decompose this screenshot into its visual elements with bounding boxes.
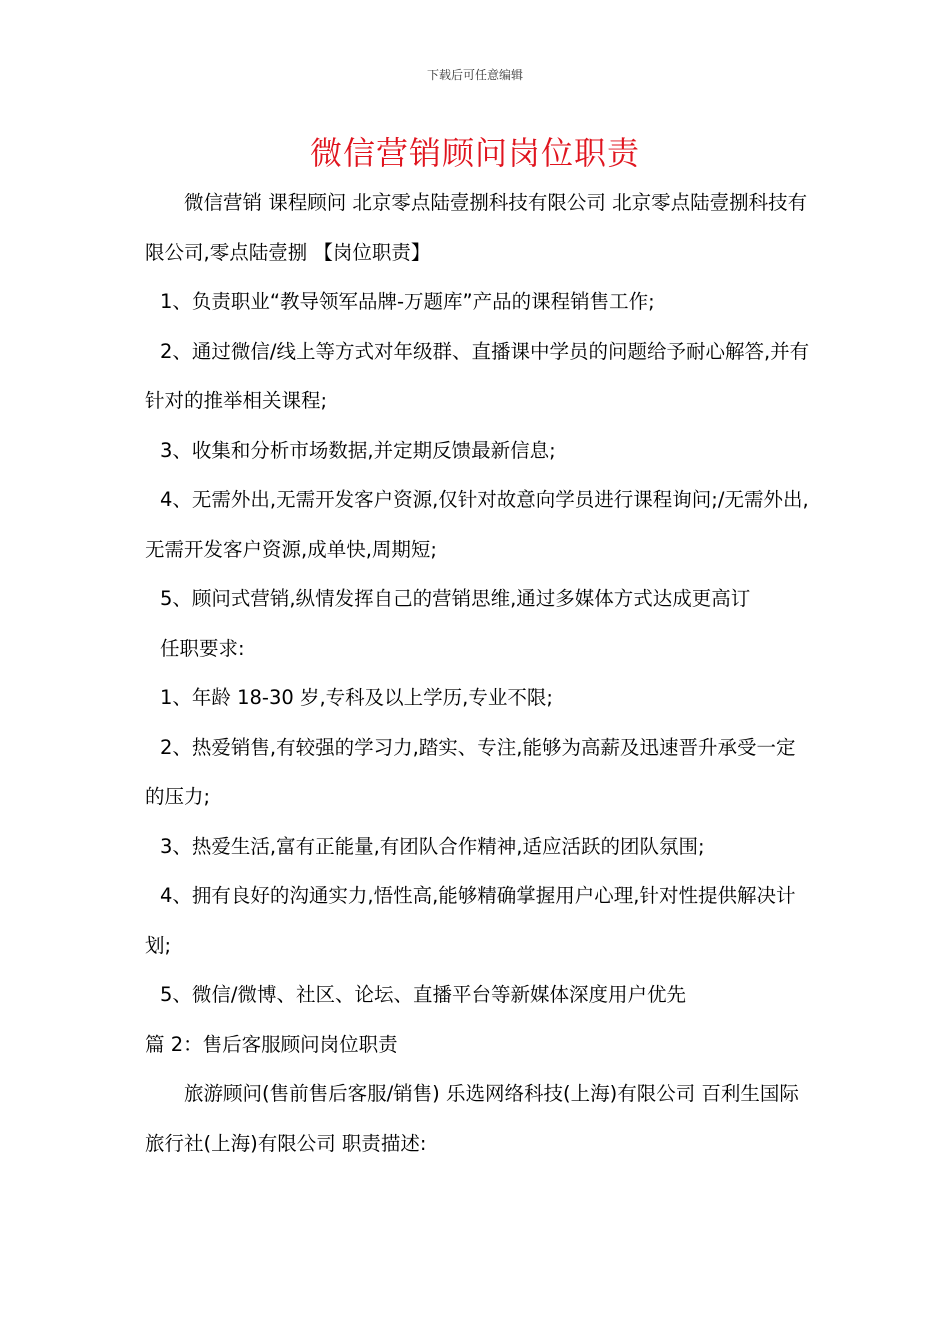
section-2-intro: 旅游顾问(售前售后客服/销售) 乐选网络科技(上海)有限公司 百利生国际旅行社(上海)有限公司 职责描述: (145, 1082, 799, 1155)
requirement-item-4: 4、拥有良好的沟通实力,悟性高,能够精确掌握用户心理,针对性提供解决计划; (145, 884, 796, 957)
requirement-item-2: 2、热爱销售,有较强的学习力,踏实、专注,能够为高薪及迅速晋升承受一定的压力; (145, 735, 796, 808)
duty-item-4: 4、无需外出,无需开发客户资源,仅针对故意向学员进行课程询问;/无需外出,无需开发客户资源,成单快,周期短; (145, 488, 809, 561)
section-2-heading: 篇 2：售后客服顾问岗位职责 (145, 1032, 398, 1056)
duty-item-2: 2、通过微信/线上等方式对年级群、直播课中学员的问题给予耐心解答,并有针对的推举相关课程; (145, 339, 810, 412)
duty-item-5: 5、顾问式营销,纵情发挥自己的营销思维,通过多媒体方式达成更高订 (160, 587, 751, 610)
document-body (145, 178, 810, 1168)
requirement-item-1: 1、年龄 18-30 岁,专科及以上学历,专业不限; (160, 686, 553, 709)
document-title: 微信营销顾问岗位职责 (309, 134, 640, 172)
requirements-heading: 任职要求: (160, 636, 245, 660)
intro-paragraph: 微信营销 课程顾问 北京零点陆壹捌科技有限公司 北京零点陆壹捌科技有限公司,零点陆壹捌 【岗位职责】 (145, 191, 808, 264)
duty-item-1: 1、负责职业“教导领军品牌-万题库”产品的课程销售工作; (160, 290, 655, 313)
requirement-item-5: 5、微信/微博、社区、论坛、直播平台等新媒体深度用户优先 (160, 983, 686, 1006)
header-note: 下载后可任意编辑 (426, 68, 523, 82)
requirement-item-3: 3、热爱生活,富有正能量,有团队合作精神,适应活跃的团队氛围; (160, 834, 705, 858)
duty-item-3: 3、收集和分析市场数据,并定期反馈最新信息; (160, 438, 556, 462)
